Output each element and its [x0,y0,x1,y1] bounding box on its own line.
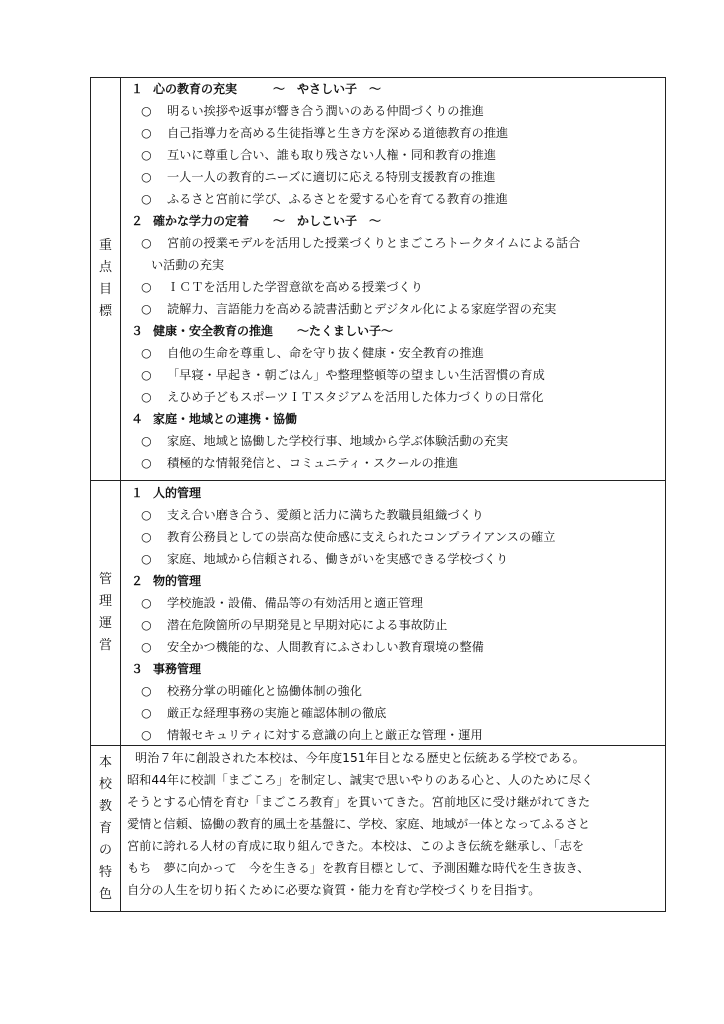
label-char: 色 [98,886,112,902]
paragraph-line: 宮前に誇れる人材の育成に取り組んできた。本校は、このよき伝統を継承し、「志を [127,839,585,853]
section-priority-goals [91,78,665,481]
circle-bullet: ○ [141,170,152,184]
bullet-line [121,702,665,724]
heading-text: 人的管理 [153,486,202,500]
circle-bullet: ○ [141,280,152,294]
bullet-text: 一人一人の教育的ニーズに適切に応える特別支援教育の推進 [167,170,496,184]
label-char: 特 [98,864,112,880]
circle-bullet: ○ [141,530,152,544]
heading-line: １ 人的管理 [131,486,202,500]
bullet-text: 潜在危険箇所の早期発見と早期対応による事故防止 [167,618,448,632]
bullet-line [121,364,665,386]
policy-table [90,77,666,912]
paragraph-line: 愛情と信頼、協働の教育的風土を基盤に、学校、家庭、地域が一体となってふるさと [127,817,591,831]
bullet-line [121,144,665,166]
circle-bullet: ○ [141,148,152,162]
bullet-text: 厳正な経理事務の実施と確認体制の徹底 [167,706,387,720]
heading-line: ４ 家庭・地域との連携・協働 [131,412,298,426]
heading-text: 健康・安全教育の推進 ～たくましい子～ [153,324,394,338]
label-char: の [98,842,112,858]
bullet-text: 自他の生命を尊重し、命を守り抜く健康・安全教育の推進 [167,346,484,360]
label-char: 重 [98,238,112,253]
heading-line: ２ 物的管理 [131,574,202,588]
circle-bullet: ○ [141,640,152,654]
bullet-text: 情報セキュリティに対する意識の向上と厳正な管理・運用 [167,728,483,742]
bullet-line [121,526,665,548]
heading-text: 心の教育の充実 ～ やさしい子 ～ [153,82,382,96]
bullet-line [121,592,665,614]
bullet-text: 家庭、地域から信頼される、働きがいを実感できる学校づくり [167,552,509,566]
bullet-line [121,166,665,188]
bullet-text: 家庭、地域と協働した学校行事、地域から学ぶ体験活動の充実 [167,434,509,448]
section-body [121,746,665,911]
bullet-text: 互いに尊重し合い、誰も取り残さない人権・同和教育の推進 [167,148,497,162]
section-label-management [91,481,121,745]
bullet-line [121,452,665,474]
bullet-text: 明るい挨拶や返事が響き合う潤いのある仲間づくりの推進 [167,104,484,118]
heading-text: 家庭・地域との連携・協働 [153,412,298,426]
heading-text: 確かな学力の定着 ～ かしこい子 ～ [153,214,382,228]
section-school-features [91,746,665,911]
bullet-line [121,614,665,636]
circle-bullet: ○ [141,456,152,470]
bullet-text: 「早寝・早起き・朝ごはん」や整理整頓等の望ましい生活習慣の育成 [167,368,545,382]
label-char: 教 [98,798,112,814]
circle-bullet: ○ [141,434,152,448]
circle-bullet: ○ [141,126,152,140]
circle-bullet: ○ [141,390,152,404]
circle-bullet: ○ [141,596,152,610]
bullet-line [121,276,665,298]
heading-line: ３ 健康・安全教育の推進 ～たくましい子～ [131,324,394,338]
circle-bullet: ○ [141,368,152,382]
label-char: 理 [98,594,112,609]
label-char: 営 [98,638,112,653]
label-char: 標 [98,304,112,319]
heading-line: ２ 確かな学力の定着 ～ かしこい子 ～ [131,214,382,228]
paragraph-line: 明治７年に創設された本校は、今年度151年目となる歴史と伝統ある学校である。 [135,751,585,765]
bullet-text: えひめ子どもスポーツＩＴスタジアムを活用した体力づくりの日常化 [167,390,544,404]
bullet-line [121,100,665,122]
heading-line: １ 心の教育の充実 ～ やさしい子 ～ [131,82,382,96]
circle-bullet: ○ [141,684,152,698]
circle-bullet: ○ [141,552,152,566]
circle-bullet: ○ [141,508,152,522]
paragraph-line: 自分の人生を切り拓くために必要な資質・能力を育む学校づくりを目指す。 [127,883,541,897]
bullet-line [121,636,665,658]
bullet-line [121,188,665,210]
section-body [121,481,665,745]
heading-text: 物的管理 [153,574,202,588]
circle-bullet: ○ [141,706,152,720]
bullet-line [121,724,665,746]
label-char: 育 [98,820,112,836]
bullet-text: 教育公務員としての崇高な使命感に支えられたコンプライアンスの確立 [167,530,556,544]
section-label-school-features [91,746,121,911]
circle-bullet: ○ [141,728,152,742]
bullet-line [121,386,665,408]
paragraph-line: そうとする心情を育む「まごころ教育」を貫いてきた。宮前地区に受け継がれてきた [127,795,591,809]
bullet-line [121,504,665,526]
bullet-line [121,232,665,254]
circle-bullet: ○ [141,302,152,316]
section-management [91,481,665,746]
circle-bullet: ○ [141,104,152,118]
label-char: 校 [98,776,112,792]
bullet-text: 支え合い磨き合う、愛顔と活力に満ちた教職員組織づくり [167,508,484,522]
label-char: 運 [98,616,112,631]
section-body [121,78,665,480]
bullet-text: 学校施設・設備、備品等の有効活用と適正管理 [167,596,423,610]
bullet-line [121,548,665,570]
heading-line: ３ 事務管理 [131,662,202,676]
bullet-line [121,342,665,364]
paragraph-line: 昭和44年に校訓「まごころ」を制定し、誠実で思いやりのある心と、人のために尽く [127,773,594,787]
bullet-line [121,122,665,144]
bullet-text: 積極的な情報発信と、コミュニティ・スクールの推進 [167,456,459,470]
bullet-line [121,430,665,452]
label-char: 管 [98,572,112,587]
heading-text: 事務管理 [153,662,202,676]
bullet-text: 宮前の授業モデルを活用した授業づくりとまごころトークタイムによる話合 [167,236,581,250]
continuation-line: い活動の充実 [151,258,225,272]
bullet-text: 校務分掌の明確化と協働体制の強化 [167,684,362,698]
paragraph-line: もち 夢に向かって 今を生きる」を教育目標として、予測困難な時代を生き抜き、 [127,861,590,875]
label-char: 本 [98,754,112,770]
bullet-line [121,680,665,702]
bullet-text: ＩＣＴを活用した学習意欲を高める授業づくり [167,280,423,294]
circle-bullet: ○ [141,618,152,632]
bullet-line [121,298,665,320]
circle-bullet: ○ [141,346,152,360]
label-char: 点 [98,260,112,275]
bullet-text: 安全かつ機能的な、人間教育にふさわしい教育環境の整備 [167,640,484,654]
bullet-text: 自己指導力を高める生徒指導と生き方を深める道徳教育の推進 [167,126,509,140]
circle-bullet: ○ [141,236,152,250]
section-label-priority-goals [91,78,121,480]
bullet-text: 読解力、言語能力を高める読書活動とデジタル化による家庭学習の充実 [167,302,557,316]
circle-bullet: ○ [141,192,152,206]
label-char: 目 [98,282,112,297]
bullet-text: ふるさと宮前に学び、ふるさとを愛する心を育てる教育の推進 [167,192,508,206]
